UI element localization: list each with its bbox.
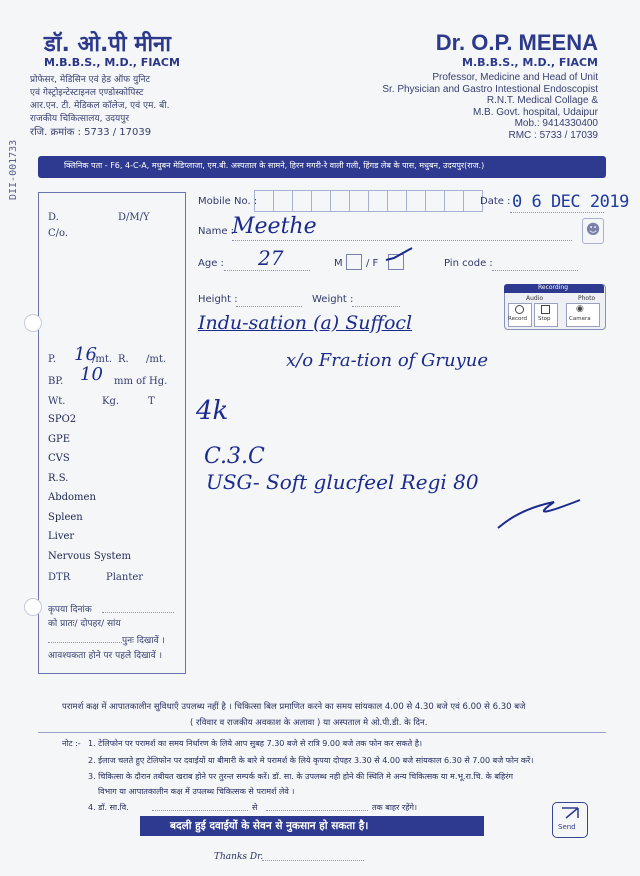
weight-label: Weight : [312,294,354,305]
date-label: D. [48,212,59,223]
followup-line3: पुनः दिखावें । [122,636,165,646]
credentials-english [382,72,598,141]
rmc-number: RMC : 5733 / 17039 [508,129,598,141]
male-label: M [334,258,343,269]
female-label: / F [366,258,379,269]
note-4-line1 [152,810,248,811]
send-label: Send [558,823,576,831]
credential-line: राजकीय चिकित्सालय, उदयपुर [30,114,130,124]
pincode-label: Pin code : [444,258,493,269]
footer-notice-1: परामर्श कक्ष में आपातकालीन सुविधाएँ उपलब्ध नहीं है । चिकित्सा बिल प्रमाणित करने का समय सांयकाल 4.00 से 4.30 बजे एवं 6.00 से 6.30 बजे [62,702,526,712]
vital-label: Spleen [48,511,83,523]
punch-hole [24,598,42,616]
credential-line: Sr. Physician and Gastro Intestional Endoscopist [382,83,598,95]
note-3b: विभाग या आपातकालीन कक्ष में उपलब्ध चिकित्सक से परामर्श लेवे । [98,787,295,796]
vital-label: CVS [48,453,70,464]
planter-label: Planter [106,572,144,583]
camera-label: Camera [569,316,591,322]
warning-text: बदली हुई दवाईयों के सेवन से नुकसान हो सकता है। [170,820,369,832]
pulse-label: P. [48,354,56,365]
weight-label-left: Wt. [48,396,66,407]
recording-title-text: Recording [538,284,569,291]
credential-line: M.B. Govt. hospital, Udaipur [472,106,598,118]
credentials-hindi [30,74,169,139]
thanks-line [262,860,364,861]
photo-label: Photo [578,295,596,302]
temp-label: T [148,396,155,407]
name-label: Name : [198,226,235,237]
credential-line: एवं गेस्ट्रोइन्टेस्टाइनल एण्डोस्कोपिस्ट [30,88,144,98]
vital-label: Liver [48,531,75,542]
pulse-value: 16 [74,344,97,365]
stop-label: Stop [538,316,551,322]
age-label: Age : [198,258,224,269]
age-value: 27 [258,246,284,270]
bp-unit: mm of Hg. [114,376,168,387]
vital-label: GPE [48,433,71,445]
mobile-number: Mob.: 9414330400 [514,118,598,129]
pincode-line [492,270,578,271]
age-line [224,270,310,271]
note-4-line2 [266,810,368,811]
followup-line [48,642,122,643]
audio-label: Audio [526,295,544,302]
credential-line: R.N.T. Medical Collage & [486,95,598,106]
credential-line: प्रोफेसर, मेडिसिन एवं हेड ऑफ युनिट [30,75,151,85]
credential-line: आर.एन. टी. मेडिकल कॉलेज, एवं एम. बी. [30,101,170,111]
note-4a: 4. डॉ. सा.वि. [88,803,129,812]
thanks-label: Thanks Dr. [214,852,264,862]
stop-icon [541,305,550,314]
degrees-right: M.B.B.S., M.D., FIACM [462,56,598,69]
weight-line [352,306,400,307]
footer-notice-2: ( रविवार व राजकीय अवकाश के अलावा ) या अस्पताल मे ओ.पी.डी. के दिन. [190,718,428,728]
vital-label: Abdomen [48,492,96,503]
record-icon [515,305,524,314]
rx-line-1: Indu-sation (a) Suffocl [198,312,413,334]
user-icon[interactable]: ☻ [582,218,604,244]
signature [494,494,584,534]
height-line [236,306,302,307]
note-2: 2. ईलाज चलते हुए टेलिफोन पर दवाईयों या बीमारी के बारे मे परामर्श के लिये कृपया दोपहर 3.30 से 4.00 बजे सांयकाल 6.30 से 7.00 बजे फोन करें। [88,756,534,765]
resp-unit: /mt. [146,354,167,365]
vital-label: Nervous System [48,550,131,562]
serial-code: DII-001733 [8,139,19,200]
followup-line4: आवश्यकता होने पर पहले दिखावें । [48,651,163,661]
registration-number: रजि. क्रमांक : 5733 / 17039 [30,127,152,138]
dtr-label: DTR [48,572,71,583]
mobile-label: Mobile No. : [198,196,258,207]
rx-line-5: USG- Soft glucfeel Regi 80 [206,470,479,494]
bp-value: 10 [80,364,103,385]
rx-line-2: x/o Fra-tion of Gruyue [286,350,489,371]
vitals-list [48,414,131,570]
note-1: 1. टेलिफोन पर परामर्श का समय निर्धारण के लिये आप सुबह 7.30 बजे से रात्रि 9.00 बजे तक फोन कर सकते है। [88,739,423,748]
kg-label: Kg. [102,396,120,407]
vital-label: SPO2 [48,414,77,425]
name-line [232,240,572,241]
bp-label: BP. [48,376,64,387]
record-label: Record [508,316,528,322]
mobile-input-boxes[interactable] [254,190,483,212]
note-4b: से [252,803,258,812]
note-3a: 3. चिकित्सा के दौरान तबीयत खराब होने पर तुरन्त सम्पर्क करें। डॉ. सा. के उपलब्ध नही होने की स्थिति मे अन्य चिकित्सक या म.भू.रा.चि. के बहिरंग [88,772,514,781]
patient-name: Meethe [232,214,317,239]
footer-divider [38,732,606,733]
clinic-address-text: क्लिनिक पता - F6, 4-C-A, मधुबन मेडिप्लाजा, एम.बी. अस्पताल के सामने, हिरन मगरी-रे वाली गली, हिंगड लेब के पास, मधुबन, उदयपुर(राज.) [64,161,485,170]
send-icon [558,804,582,822]
followup-line2: को प्रातः/ दोपहर/ सांय [48,619,121,629]
followup-line1: कृपया दिनांक [48,605,92,615]
credential-line: Professor, Medicine and Head of Unit [432,72,598,83]
care-of-label: C/o. [48,228,69,239]
date-stamp: 0 6 DEC 2019 [512,192,629,212]
pulse-unit: /mt. [92,354,113,365]
dmy-label: D/M/Y [118,212,150,223]
vital-label: R.S. [48,472,69,484]
date-line [510,212,604,213]
punch-hole [24,314,42,332]
female-checkmark [380,244,416,268]
degrees-left: M.B.B.S., M.D., FIACM [44,56,180,69]
note-label: नोट :- [62,739,81,748]
rx-line-4: C.3.C [204,444,265,469]
note-4c: तक बाहर रहेंगे। [372,803,418,812]
camera-icon: ◉ [576,304,584,314]
doctor-name-hindi: डॉ. ओ.पी मीना [44,32,171,57]
date-label-right: Date : [480,196,511,207]
male-checkbox[interactable] [346,254,362,270]
followup-date-line [102,612,174,613]
rx-line-3: 4k [196,396,229,426]
height-label: Height : [198,294,238,305]
resp-label: R. [118,354,129,365]
doctor-name: Dr. O.P. MEENA [435,30,598,55]
